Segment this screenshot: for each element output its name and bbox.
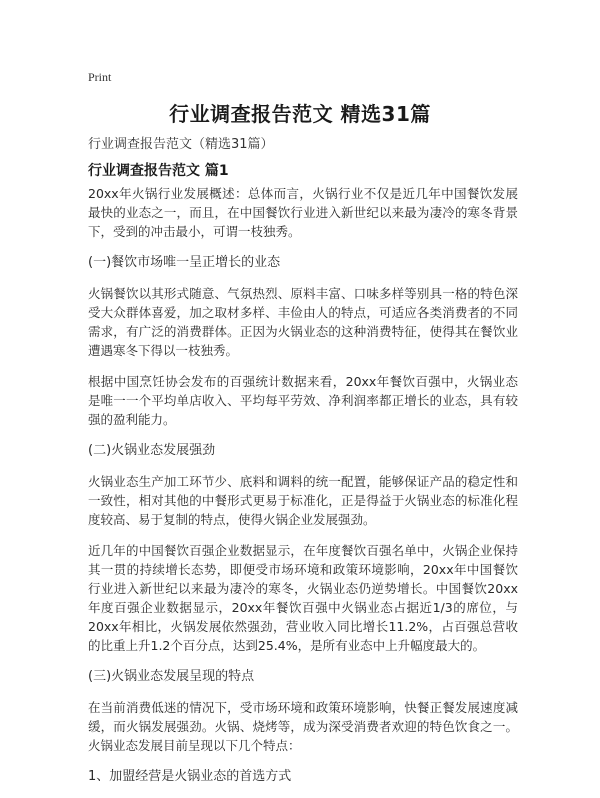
section-title: 行业调查报告范文 篇1	[88, 163, 229, 179]
print-link[interactable]: Print	[88, 70, 112, 84]
paragraph-top100-data: 近几年的中国餐饮百强企业数据显示，在年度餐饮百强名单中，火锅企业保持其一贯的持续增长态势，即便受市场环境和政策环境影响，20xx年中国餐饮行业进入新世纪以来最为凄冷的寒冬，火锅业态仍逆势增长。中国餐饮20xx年度百强企业数据显示，20xx年餐饮百强中火锅业态占据近1/3的席位，与20xx年相比，火锅发展依然强劲，营业收入同比增长11.2%，占百强总营收的比重上升1.2个百分点，达到25.4%，是所有业态中上升幅度最大的。	[88, 543, 518, 653]
document-subtitle: 行业调查报告范文（精选31篇）	[88, 137, 274, 152]
subheading-characteristics: (三)火锅业态发展呈现的特点	[88, 669, 255, 684]
document-body	[88, 184, 518, 798]
paragraph-standardization: 火锅业态生产加工环节少、底料和调料的统一配置，能够保证产品的稳定性和一致性，相对其他的中餐形式更易于标准化，正是得益于火锅业态的标准化程度较高、易于复制的特点，使得火锅企业发展强劲。	[88, 474, 518, 527]
paragraph-overview: 20xx年火锅行业发展概述：总体而言，火锅行业不仅是近几年中国餐饮发展最快的业态之一，而且，在中国餐饮行业进入新世纪以来最为凄冷的寒冬背景下，受到的冲击最小，可谓一枝独秀。	[88, 186, 518, 239]
list-item-franchise: 1、加盟经营是火锅业态的首选方式	[88, 769, 292, 784]
page-title: 行业调查报告范文 精选31篇	[169, 102, 431, 126]
subheading-strong-development: (二)火锅业态发展强劲	[88, 443, 216, 458]
paragraph-current-trends: 在当前消费低迷的情况下，受市场环境和政策环境影响，快餐正餐发展速度减缓，而火锅发展强劲。火锅、烧烤等，成为深受消费者欢迎的特色饮食之一。火锅业态发展目前呈现以下几个特点：	[88, 700, 518, 753]
paragraph-features: 火锅餐饮以其形式随意、气氛热烈、原料丰富、口味多样等别具一格的特色深受大众群体喜爱，加之取材多样、丰俭由人的特点，可适应各类消费者的不同需求，有广泛的消费群体。正因为火锅业态的这种消费特征，使得其在餐饮业遭遇寒冬下得以一枝独秀。	[88, 286, 518, 358]
paragraph-statistics: 根据中国烹饪协会发布的百强统计数据来看，20xx年餐饮百强中，火锅业态是唯一一个平均单店收入、平均每平劳效、净利润率都正增长的业态，具有较强的盈利能力。	[88, 374, 518, 427]
subheading-growth: (一)餐饮市场唯一呈正增长的业态	[88, 255, 281, 270]
